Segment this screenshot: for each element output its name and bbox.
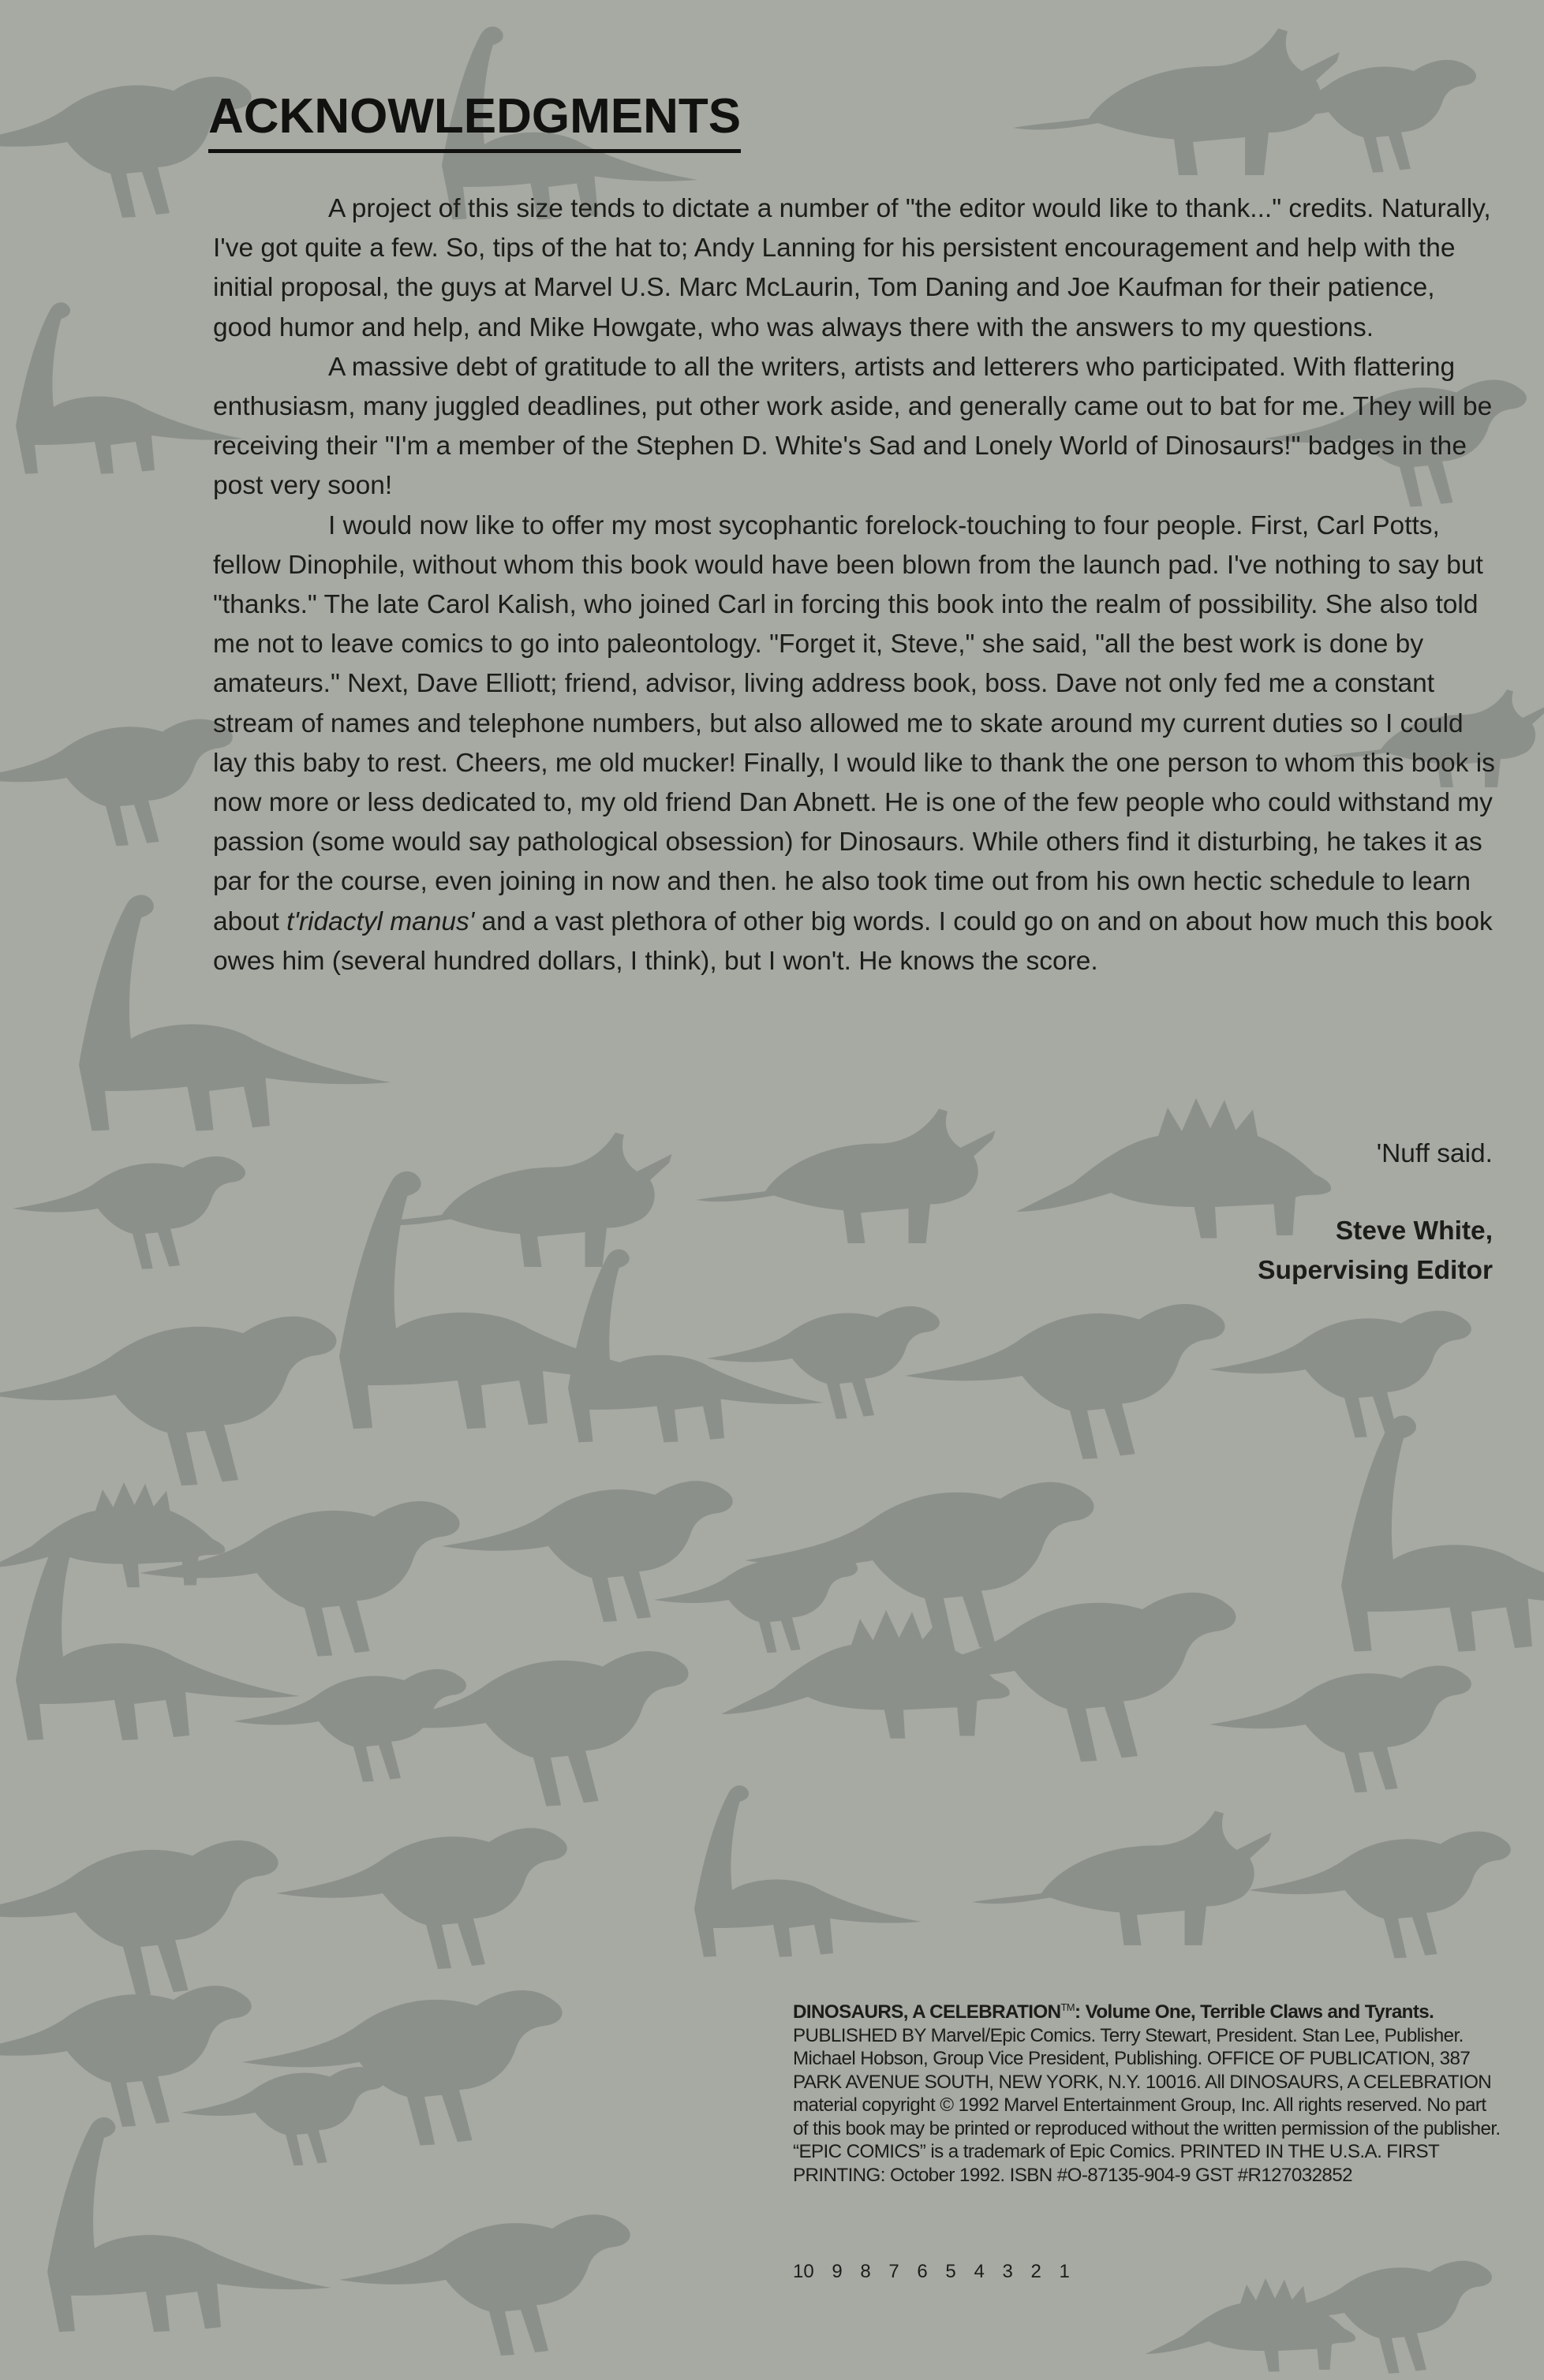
print-line: 10 9 8 7 6 5 4 3 2 1 [793, 2261, 1070, 2282]
italic-term: t'ridactyl manus' [286, 906, 475, 936]
paragraph-3-text: I would now like to offer my most sycophantic forelock-touching to four people. First, Carl Potts, fellow Dinophile, without whom this book would have been blown from the launch pad. I've nothing to say but "thanks." The late Carol Kalish, who joined Carl in forcing this book into the realm of possibility. She also told me not to leave comics to go into paleontology. "Forget it, Steve," she said, "all the best work is done by amateurs." Next, Dave Elliott; friend, advisor, living address book, boss. Dave not only fed me a constant stream of names and telephone numbers, but also allowed me to skate around my current duties so I could lay this baby to rest. Cheers, me old mucker! Finally, I would like to thank the one person to whom this book is now more or less dedicated to, my old friend Dan Abnett. He is one of the few people who could withstand my passion (some would say pathological obsession) for Dinosaurs. While others find it disturbing, he takes it as par for the course, even joining in now and then. he also took time out from his own hectic schedule to learn about [213, 510, 1495, 936]
paragraph-3-text-end: and a vast plethora of other big words. I could go on and on about how much this book owes him (several hundred dollars, I think), but I won't. He knows the score. [213, 906, 1493, 976]
signature-role: Supervising Editor [1258, 1256, 1493, 1285]
indicia-title: DINOSAURS, A CELEBRATION [793, 2001, 1061, 2023]
paragraph-2: A massive debt of gratitude to all the writers, artists and letterers who participated. With flattering enthusiasm, many juggled deadlines, put other work aside, and generally came out to bat for me. They will be receiving their "I'm a member of the Stephen D. White's Sad and Lonely World of Dinosaurs!" badges in the post very soon! [213, 352, 1493, 501]
paragraph-1: A project of this size tends to dictate a number of "the editor would like to thank..." credits. Naturally, I've got quite a few. So, tips of the hat to; Andy Lanning for his persistent encouragement and help with the initial proposal, the guys at Marvel U.S. Marc McLaurin, Tom Daning and Joe Kaufman for their patience, good humor and help, and Mike Howgate, who was always there with the answers to my questions. [213, 194, 1491, 342]
acknowledgments-body [213, 189, 1499, 981]
signature [1258, 1212, 1493, 1291]
page-title: ACKNOWLEDGMENTS [208, 88, 741, 153]
closing-line: 'Nuff said. [1376, 1139, 1493, 1168]
trademark-mark: TM [1060, 2001, 1075, 2013]
signature-name: Steve White, [1335, 1216, 1493, 1246]
indicia-subtitle: : Volume One, Terrible Claws and Tyrants. [1075, 2001, 1434, 2023]
publication-indicia [793, 1996, 1503, 2187]
paragraph-3 [213, 506, 1499, 981]
signoff [1258, 1134, 1493, 1291]
indicia-text: PUBLISHED BY Marvel/Epic Comics. Terry Stewart, President. Stan Lee, Publisher. Michael Hobson, Group Vice President, Publishing. OFFICE OF PUBLICATION, 387 PARK AVENUE SOUTH, NEW YORK, N.Y. 10016. All DINOSAURS, A CELEBRATION material copyright © 1992 Marvel Entertainment Group, Inc. All rights reserved. No part of this book may be printed or reproduced without the written permission of the publisher. “EPIC COMICS” is a trademark of Epic Comics. PRINTED IN THE U.S.A. FIRST PRINTING: October 1992. ISBN #O-87135-904-9 GST #R127032852 [793, 2024, 1501, 2186]
